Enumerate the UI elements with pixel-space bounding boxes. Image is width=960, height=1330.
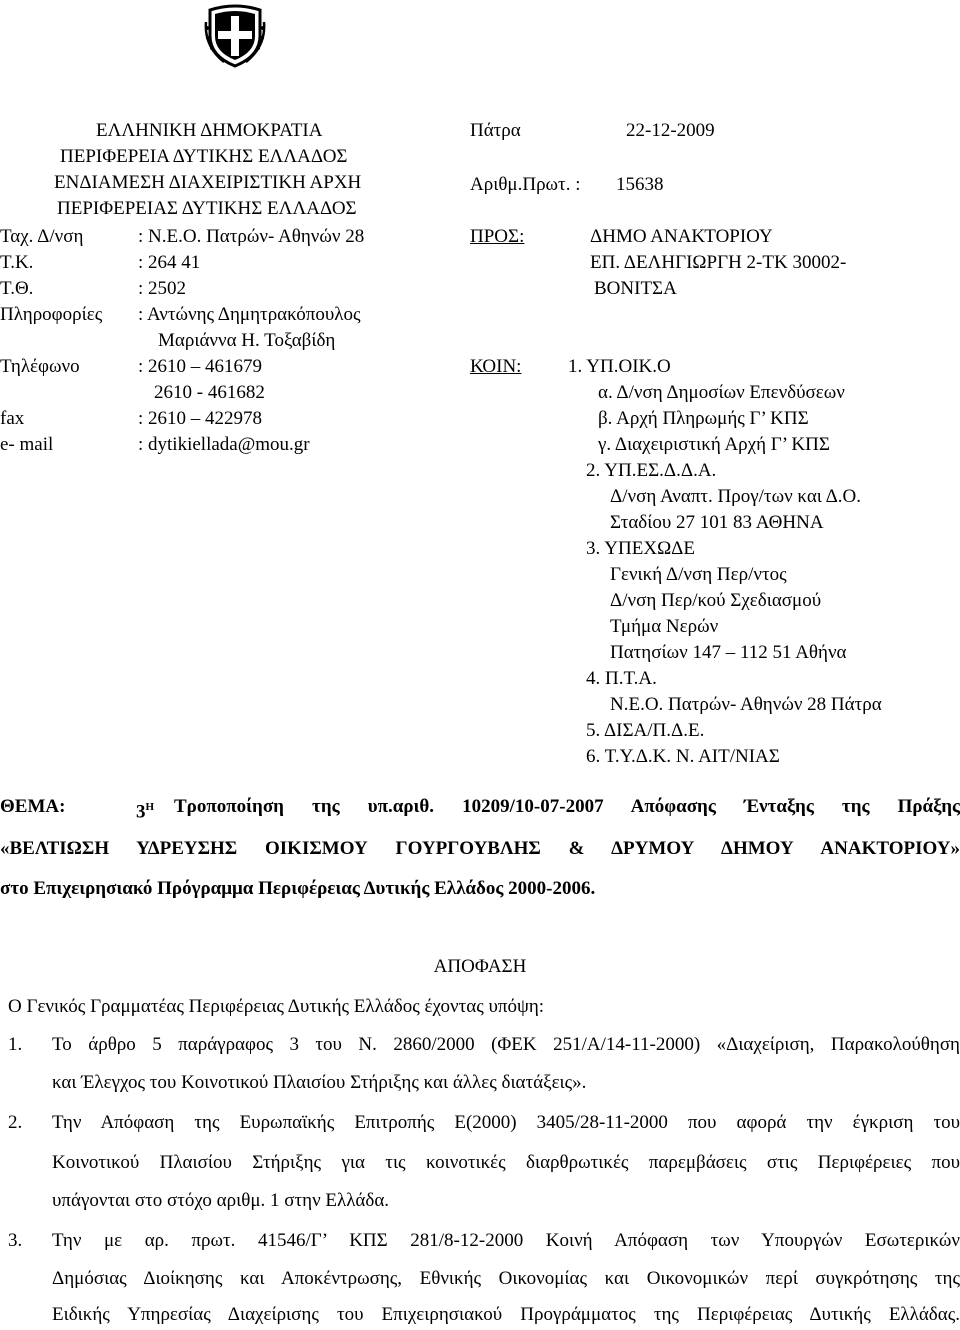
- cc-line: Ν.Ε.Ο. Πατρών- Αθηνών 28 Πάτρα: [610, 694, 882, 715]
- recipient-line-3: ΒΟΝΙΤΣΑ: [594, 278, 677, 299]
- email-value[interactable]: : dytikiellada@mou.gr: [138, 434, 310, 455]
- place-label: Πάτρα: [470, 120, 521, 141]
- list-item-line: Κοινοτικού Πλαισίου Στήριξης για τις κοινοτικές διαρθρωτικές παρεμβάσεις στις Περιφέρειες που: [52, 1152, 960, 1173]
- cc-line: 5. ΔΙΣΑ/Π.Δ.Ε.: [586, 720, 705, 741]
- list-item-line: υπάγονται στο στόχο αριθμ. 1 στην Ελλάδα.: [52, 1190, 390, 1211]
- phone-label: Τηλέφωνο: [0, 356, 80, 377]
- cc-line: 4. Π.Τ.Α.: [586, 668, 657, 689]
- list-item-line: Την Απόφαση της Ευρωπαϊκής Επιτροπής Ε(2000) 3405/28-11-2000 που αφορά την έγκριση του: [52, 1112, 960, 1133]
- cc-line: Πατησίων 147 – 112 51 Αθήνα: [610, 642, 847, 663]
- to-label: ΠΡΟΣ:: [470, 226, 525, 247]
- issuer-line-3: ΕΝΔΙΑΜΕΣΗ ΔΙΑΧΕΙΡΙΣΤΙΚΗ ΑΡΧΗ: [54, 172, 362, 193]
- list-item-line: Δημόσιας Διοίκησης και Αποκέντρωσης, Εθνικής Οικονομίας και Οικονομικών περί συγκρότησης της: [52, 1268, 960, 1289]
- list-item-number: 2.: [8, 1112, 23, 1133]
- postcode-label: Τ.Κ.: [0, 252, 34, 273]
- subject-ordinal-suffix: Η: [145, 801, 155, 813]
- protocol-label: Αριθμ.Πρωτ. :: [470, 174, 581, 195]
- recipient-line-2: ΕΠ. ΔΕΛΗΓΙΩΡΓΗ 2-ΤΚ 30002-: [590, 252, 847, 273]
- greek-emblem-icon: [204, 2, 266, 68]
- subject-line-3: στο Επιχειρησιακό Πρόγραμμα Περιφέρειας Δυτικής Ελλάδος 2000-2006.: [0, 878, 596, 899]
- list-item-line: και Έλεγχος του Κοινοτικού Πλαισίου Στήριξης και άλλες διατάξεις».: [52, 1072, 587, 1093]
- decision-title: ΑΠΟΦΑΣΗ: [433, 956, 527, 977]
- list-item-line: Ειδικής Υπηρεσίας Διαχείρισης του Επιχειρησιακού Προγράμματος της Περιφέρειας Δυτικής Ελλάδας.: [52, 1304, 960, 1325]
- cc-label: ΚΟΙΝ:: [470, 356, 522, 377]
- cc-line: Δ/νση Αναπτ. Προγ/των και Δ.Ο.: [610, 486, 862, 507]
- recipient-line-1: ΔΗΜΟ ΑΝΑΚΤΟΡΙΟΥ: [590, 226, 773, 247]
- intro-text: Ο Γενικός Γραμματέας Περιφέρειας Δυτικής Ελλάδος έχοντας υπόψη:: [8, 996, 545, 1017]
- cc-line: α. Δ/νση Δημοσίων Επενδύσεων: [598, 382, 845, 403]
- pobox-value: : 2502: [138, 278, 187, 299]
- subject-ordinal-number: 3: [136, 801, 146, 823]
- subject-ordinal: [136, 796, 154, 823]
- cc-line: 6. Τ.Υ.Δ.Κ. Ν. ΑΙΤ/ΝΙΑΣ: [586, 746, 780, 767]
- list-item-number: 3.: [8, 1230, 23, 1251]
- info-value-2: Μαριάννα Η. Τοξαβίδη: [158, 330, 336, 351]
- pobox-label: Τ.Θ.: [0, 278, 34, 299]
- cc-line: Σταδίου 27 101 83 ΑΘΗΝΑ: [610, 512, 824, 533]
- address-value: : Ν.Ε.Ο. Πατρών- Αθηνών 28: [138, 226, 365, 247]
- info-value: : Αντώνης Δημητρακόπουλος: [138, 304, 361, 325]
- fax-label: fax: [0, 408, 25, 429]
- cc-line: β. Αρχή Πληρωμής Γ’ ΚΠΣ: [598, 408, 809, 429]
- issuer-line-4: ΠΕΡΙΦΕΡΕΙΑΣ ΔΥΤΙΚΗΣ ΕΛΛΑΔΟΣ: [57, 198, 357, 219]
- list-item-line: Την με αρ. πρωτ. 41546/Γ’ ΚΠΣ 281/8-12-2000 Κοινή Απόφαση των Υπουργών Εσωτερικών: [52, 1230, 960, 1251]
- list-item-number: 1.: [8, 1034, 23, 1055]
- fax-value: : 2610 – 422978: [138, 408, 263, 429]
- info-label: Πληροφορίες: [0, 304, 103, 325]
- address-label: Ταχ. Δ/νση: [0, 226, 84, 247]
- subject-label: ΘΕΜΑ:: [0, 796, 66, 817]
- cc-line: γ. Διαχειριστική Αρχή Γ’ ΚΠΣ: [598, 434, 830, 455]
- cc-line: Δ/νση Περ/κού Σχεδιασμού: [610, 590, 822, 611]
- phone-value: : 2610 – 461679: [138, 356, 263, 377]
- cc-line: 2. ΥΠ.ΕΣ.Δ.Δ.Α.: [586, 460, 717, 481]
- issuer-line-2: ΠΕΡΙΦΕΡΕΙΑ ΔΥΤΙΚΗΣ ΕΛΛΑΔΟΣ: [60, 146, 348, 167]
- protocol-number: 15638: [616, 174, 664, 195]
- list-item-line: Το άρθρο 5 παράγραφος 3 του Ν. 2860/2000 (ΦΕΚ 251/Α/14-11-2000) «Διαχείριση, Παρακολούθηση: [52, 1034, 960, 1055]
- email-label: e- mail: [0, 434, 54, 455]
- subject-line-2: «ΒΕΛΤΙΩΣΗ ΥΔΡΕΥΣΗΣ ΟΙΚΙΣΜΟΥ ΓΟΥΡΓΟΥΒΛΗΣ & ΔΡΥΜΟΥ ΔΗΜΟΥ ΑΝΑΚΤΟΡΙΟΥ»: [0, 838, 960, 859]
- document-date: 22-12-2009: [626, 120, 715, 141]
- cc-line: 3. ΥΠΕΧΩΔΕ: [586, 538, 696, 559]
- subject-line-1: Τροποποίηση της υπ.αριθ. 10209/10-07-2007 Απόφασης Ένταξης της Πράξης: [174, 796, 960, 817]
- phone-value-2: 2610 - 461682: [154, 382, 265, 403]
- issuer-line-1: ΕΛΛΗΝΙΚΗ ΔΗΜΟΚΡΑΤΙΑ: [96, 120, 323, 141]
- postcode-value: : 264 41: [138, 252, 201, 273]
- cc-line: Γενική Δ/νση Περ/ντος: [610, 564, 787, 585]
- cc-line: 1. ΥΠ.ΟΙΚ.Ο: [568, 356, 671, 377]
- cc-line: Τμήμα Νερών: [610, 616, 719, 637]
